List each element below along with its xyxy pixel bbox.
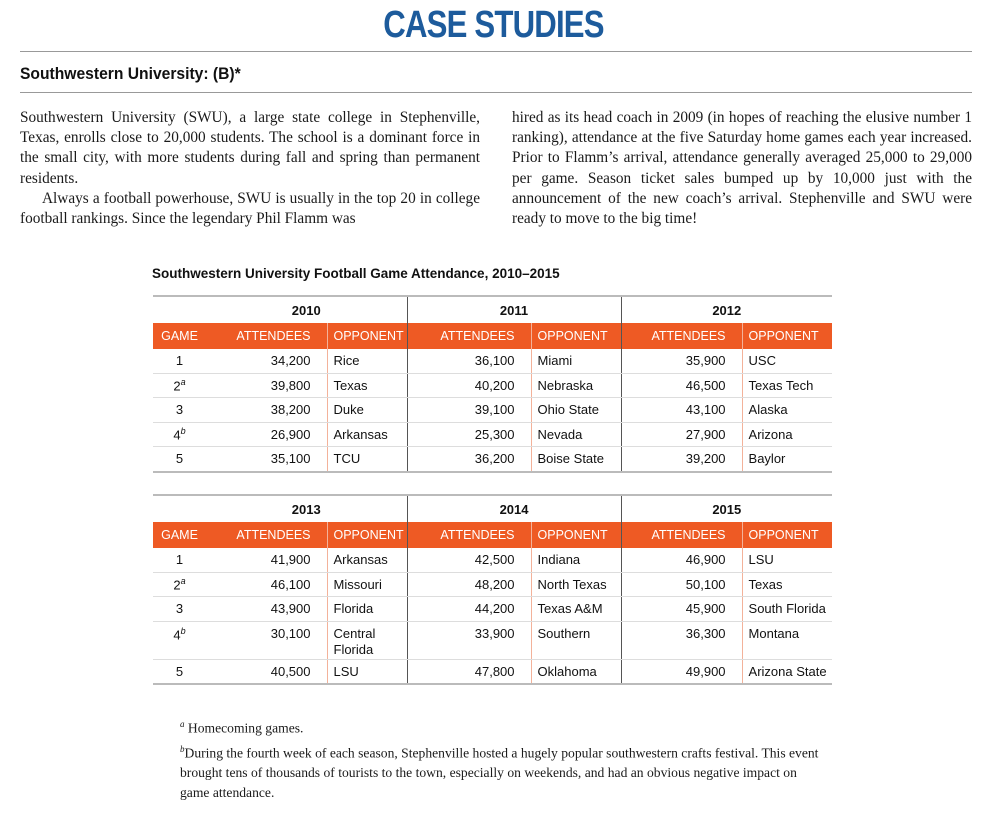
attendees-header: ATTENDEES — [407, 522, 531, 548]
opponent-name: TCU — [327, 447, 407, 472]
game-header: GAME — [153, 522, 206, 548]
footnote-a-mark: a — [180, 719, 185, 729]
year-spacer — [153, 495, 206, 522]
opponent-name: South Florida — [742, 597, 832, 622]
opponent-name: Texas — [742, 572, 832, 597]
opponent-name: Southern — [531, 621, 621, 659]
opponent-name: Alaska — [742, 398, 832, 423]
opponent-name: Indiana — [531, 548, 621, 572]
table-row — [153, 373, 832, 398]
table-row — [153, 597, 832, 622]
year-spacer — [153, 296, 206, 323]
table-row — [153, 422, 832, 447]
intro-column-right — [512, 108, 972, 229]
opponent-name: Montana — [742, 621, 832, 659]
year-label: 2012 — [621, 296, 832, 323]
attendees-value: 39,100 — [407, 398, 531, 423]
opponent-header: OPPONENT — [742, 323, 832, 349]
column-header-row — [153, 522, 832, 548]
opponent-name: Rice — [327, 349, 407, 373]
opponent-name: Texas — [327, 373, 407, 398]
attendees-header: ATTENDEES — [206, 323, 327, 349]
opponent-name: Arizona State — [742, 659, 832, 684]
attendees-value: 49,900 — [621, 659, 742, 684]
opponent-name: Boise State — [531, 447, 621, 472]
game-number: 2$^a$ — [153, 373, 206, 398]
attendees-value: 36,200 — [407, 447, 531, 472]
attendees-value: 40,500 — [206, 659, 327, 684]
game-number: 5 — [153, 659, 206, 684]
column-header-row — [153, 323, 832, 349]
game-number: 1 — [153, 548, 206, 572]
opponent-name: LSU — [327, 659, 407, 684]
attendees-value: 50,100 — [621, 572, 742, 597]
game-header: GAME — [153, 323, 206, 349]
intro-column-left — [20, 108, 480, 229]
table-row — [153, 572, 832, 597]
attendees-value: 26,900 — [206, 422, 327, 447]
opponent-name: North Texas — [531, 572, 621, 597]
attendance-table-2010-2012 — [153, 295, 832, 473]
footnote-b-text: During the fourth week of each season, Stephenville hosted a hugely popular southwestern crafts festival. This event brought tens of thousands of tourists to the town, especially on weekends, and had an obvious negative impact on game attendance. — [180, 745, 819, 801]
attendees-value: 43,100 — [621, 398, 742, 423]
game-number: 3 — [153, 398, 206, 423]
attendees-value: 45,900 — [621, 597, 742, 622]
opponent-name: Texas Tech — [742, 373, 832, 398]
attendance-table-2013-2015 — [153, 494, 832, 685]
attendees-value: 25,300 — [407, 422, 531, 447]
opponent-header: OPPONENT — [327, 323, 407, 349]
title-divider — [20, 92, 972, 93]
opponent-header: OPPONENT — [742, 522, 832, 548]
attendees-value: 39,200 — [621, 447, 742, 472]
opponent-name: USC — [742, 349, 832, 373]
opponent-name: Oklahoma — [531, 659, 621, 684]
opponent-name: Texas A&M — [531, 597, 621, 622]
exhibit-title: Southwestern University Football Game Attendance, 2010–2015 — [152, 266, 560, 281]
opponent-name: Duke — [327, 398, 407, 423]
opponent-name: Arkansas — [327, 422, 407, 447]
footnote-b-mark: b — [180, 743, 185, 754]
opponent-header: OPPONENT — [327, 522, 407, 548]
opponent-header: OPPONENT — [531, 522, 621, 548]
opponent-name: Miami — [531, 349, 621, 373]
game-number: 4$^b$ — [153, 422, 206, 447]
attendees-header: ATTENDEES — [621, 522, 742, 548]
case-title: Southwestern University: (B)* — [20, 64, 241, 83]
opponent-name: Missouri — [327, 572, 407, 597]
intro-paragraph-2: Always a football powerhouse, SWU is usually in the top 20 in college football rankings. Since the legendary Phil Flamm was — [20, 189, 480, 228]
attendees-value: 36,300 — [621, 621, 742, 659]
intro-paragraph-3: hired as its head coach in 2009 (in hopes of reaching the elusive number 1 ranking), attendance at the five Saturday home games each year increased. Prior to Flamm’s arrival, attendance generally averaged 25,000 to 29,000 per game. Season ticket sales bumped up by 10,000 just with the announcement of the new coach’s arrival. Stephenville and SWU were ready to move to the big time! — [512, 109, 972, 228]
footnote-ref: b — [180, 426, 186, 437]
header-divider — [20, 51, 972, 52]
opponent-name: Arkansas — [327, 548, 407, 572]
attendees-value: 35,900 — [621, 349, 742, 373]
game-number: 5 — [153, 447, 206, 472]
year-label: 2010 — [206, 296, 407, 323]
game-number: 2$^a$ — [153, 572, 206, 597]
attendees-value: 27,900 — [621, 422, 742, 447]
year-label: 2013 — [206, 495, 407, 522]
opponent-name: Nevada — [531, 422, 621, 447]
attendees-value: 33,900 — [407, 621, 531, 659]
opponent-name: Ohio State — [531, 398, 621, 423]
footnote-a-text: Homecoming games. — [187, 720, 304, 736]
attendees-value: 47,800 — [407, 659, 531, 684]
footnote-a — [180, 714, 820, 739]
table-row — [153, 398, 832, 423]
attendees-value: 43,900 — [206, 597, 327, 622]
attendees-value: 38,200 — [206, 398, 327, 423]
attendees-value: 48,200 — [407, 572, 531, 597]
attendees-value: 46,100 — [206, 572, 327, 597]
table-row — [153, 447, 832, 472]
attendees-value: 42,500 — [407, 548, 531, 572]
attendees-value: 35,100 — [206, 447, 327, 472]
opponent-name: LSU — [742, 548, 832, 572]
table-row — [153, 621, 832, 659]
year-row — [153, 296, 832, 323]
game-number: 4$^b$ — [153, 621, 206, 659]
attendees-value: 40,200 — [407, 373, 531, 398]
footnotes — [180, 714, 820, 803]
attendees-value: 34,200 — [206, 349, 327, 373]
intro-paragraph-1: Southwestern University (SWU), a large state college in Stephenville, Texas, enrolls close to 20,000 students. The school is a dominant force in the small city, with more students during fall and spring than permanent residents. — [20, 109, 480, 187]
game-number: 3 — [153, 597, 206, 622]
year-label: 2011 — [407, 296, 621, 323]
opponent-name: Arizona — [742, 422, 832, 447]
attendees-header: ATTENDEES — [621, 323, 742, 349]
year-label: 2015 — [621, 495, 832, 522]
attendees-value: 39,800 — [206, 373, 327, 398]
attendees-value: 46,500 — [621, 373, 742, 398]
year-row — [153, 495, 832, 522]
attendees-value: 46,900 — [621, 548, 742, 572]
footnote-ref: a — [180, 576, 186, 587]
year-label: 2014 — [407, 495, 621, 522]
game-number: 1 — [153, 349, 206, 373]
attendees-value: 41,900 — [206, 548, 327, 572]
opponent-name: Baylor — [742, 447, 832, 472]
opponent-header: OPPONENT — [531, 323, 621, 349]
opponent-name: Florida — [327, 597, 407, 622]
footnote-ref: a — [180, 377, 186, 388]
attendees-value: 44,200 — [407, 597, 531, 622]
attendees-value: 30,100 — [206, 621, 327, 659]
section-header: CASE STUDIES — [383, 4, 604, 46]
attendees-value: 36,100 — [407, 349, 531, 373]
opponent-name: Central Florida — [327, 621, 407, 659]
footnote-ref: b — [180, 625, 186, 636]
footnote-b — [180, 739, 820, 804]
table-row — [153, 659, 832, 684]
opponent-name: Nebraska — [531, 373, 621, 398]
attendees-header: ATTENDEES — [206, 522, 327, 548]
table-row — [153, 349, 832, 373]
table-row — [153, 548, 832, 572]
attendees-header: ATTENDEES — [407, 323, 531, 349]
